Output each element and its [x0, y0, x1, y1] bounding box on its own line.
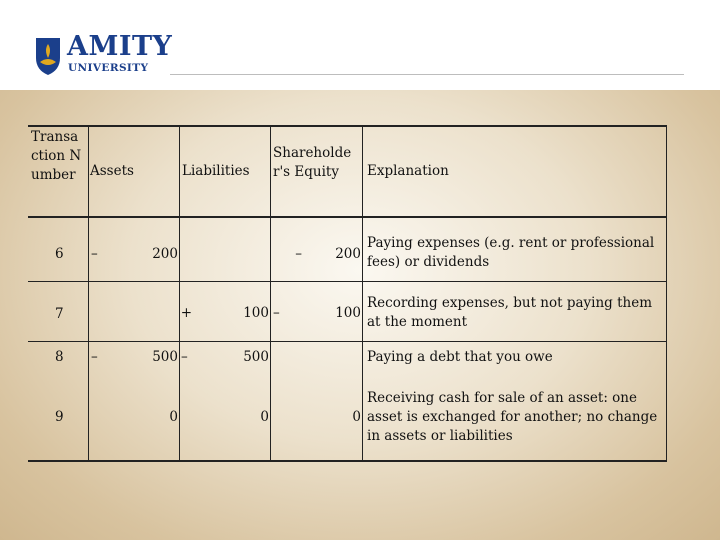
- logo-subtitle: UNIVERSITY: [68, 62, 149, 74]
- table-top-border: [28, 125, 666, 127]
- liabilities-sign: +: [180, 305, 192, 321]
- header-bottom-border: [28, 216, 666, 218]
- column-divider: [270, 125, 271, 462]
- row-divider: [28, 281, 666, 282]
- row-number: 7: [55, 306, 64, 322]
- header-divider: [170, 74, 684, 75]
- assets-value: 0: [169, 409, 178, 425]
- assets-value: 500: [152, 349, 178, 365]
- explanation-text: Receiving cash for sale of an asset: one asset is exchanged for another; no change in assets or liabilities: [367, 390, 658, 444]
- equity-value: 0: [352, 409, 361, 425]
- row-number: 8: [55, 349, 64, 365]
- equity-value: 100: [335, 305, 361, 321]
- column-divider: [362, 125, 363, 462]
- liabilities-sign: –: [181, 349, 188, 365]
- header-liabilities: Liabilities: [182, 163, 250, 179]
- liabilities-value: 100: [243, 305, 269, 321]
- header-transaction-number: Transaction Number: [31, 129, 82, 183]
- column-divider: [179, 125, 180, 462]
- liabilities-value: 0: [260, 409, 269, 425]
- header-explanation: Explanation: [367, 163, 449, 179]
- logo-wordmark: AMITY: [67, 31, 173, 62]
- assets-sign: –: [91, 246, 98, 262]
- explanation-text: Recording expenses, but not paying them at the moment: [367, 295, 653, 330]
- equity-sign: –: [295, 246, 302, 262]
- liabilities-value: 500: [243, 349, 269, 365]
- slide-body: [0, 90, 720, 540]
- amity-crest-icon: [34, 36, 62, 76]
- equity-value: 200: [335, 246, 361, 262]
- amity-logo: [34, 31, 173, 78]
- column-divider: [88, 125, 89, 462]
- assets-value: 200: [152, 246, 178, 262]
- slide-header: [0, 0, 720, 90]
- table-bottom-border: [28, 460, 666, 462]
- header-equity: Shareholder's Equity: [273, 145, 352, 180]
- row-number: 9: [55, 409, 64, 425]
- explanation-text: Paying expenses (e.g. rent or professional fees) or dividends: [367, 235, 655, 270]
- equity-sign: –: [273, 305, 280, 321]
- transactions-table: [0, 90, 720, 540]
- row-number: 6: [55, 246, 64, 262]
- header-assets: Assets: [90, 163, 134, 179]
- explanation-text: Paying a debt that you owe: [367, 349, 553, 365]
- assets-sign: –: [91, 349, 98, 365]
- row-divider: [28, 341, 666, 342]
